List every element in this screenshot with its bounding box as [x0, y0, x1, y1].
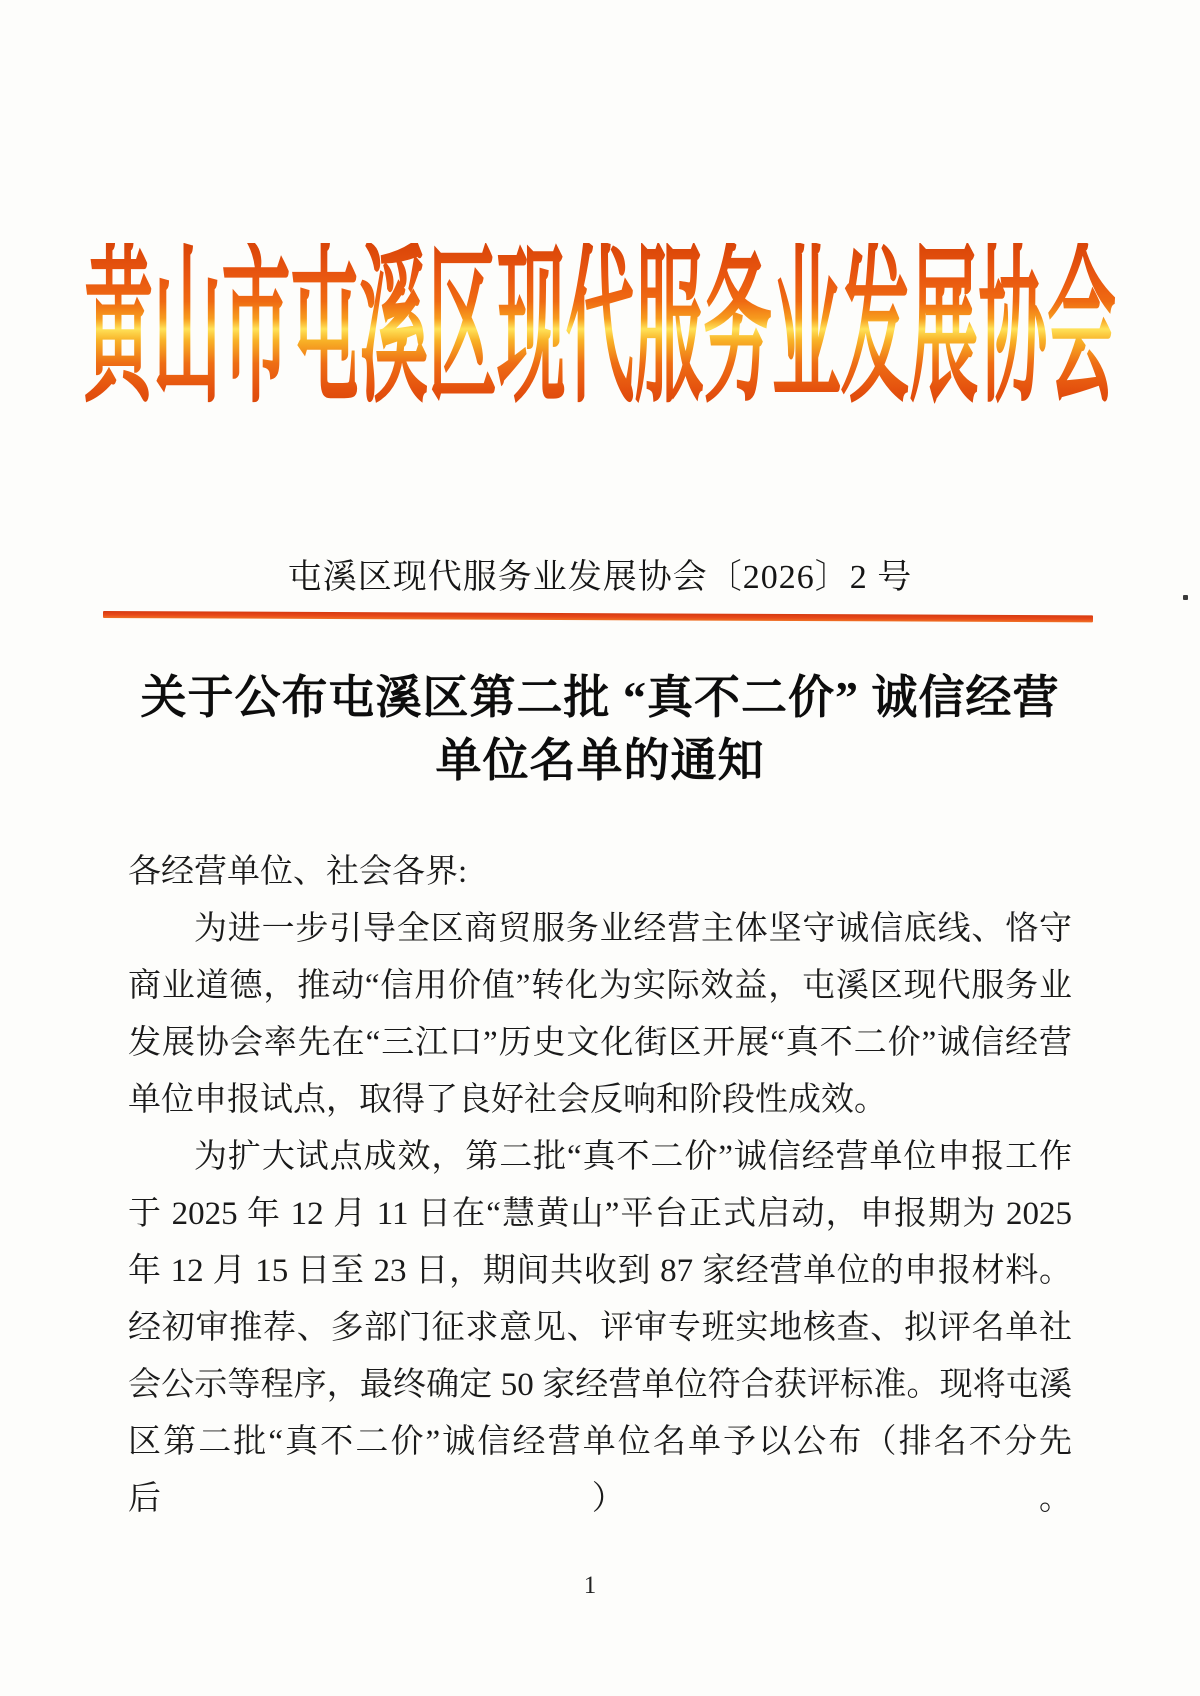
scan-speck	[1183, 595, 1188, 600]
body-line: 区第二批“真不二价”诚信经营单位名单予以公布（排名不分先后）。	[128, 1424, 1072, 1517]
body-line: 发展协会率先在“三江口”历史文化街区开展“真不二价”诚信经营	[128, 1025, 1072, 1061]
document-number: 屯溪区现代服务业发展协会〔2026〕2 号	[287, 559, 913, 596]
body-line: 年 12 月 15 日至 23 日，期间共收到 87 家经营单位的申报材料。	[128, 1253, 1072, 1289]
association-banner	[0, 234, 1200, 424]
body-line: 为扩大试点成效，第二批“真不二价”诚信经营单位申报工作	[194, 1139, 1072, 1175]
body-line: 为进一步引导全区商贸服务业经营主体坚守诚信底线、恪守	[194, 911, 1072, 947]
body-line: 于 2025 年 12 月 11 日在“慧黄山”平台正式启动，申报期为 2025	[128, 1196, 1072, 1232]
page-number: 1	[583, 1572, 597, 1599]
document-title	[0, 666, 1200, 792]
document-title-line1: 关于公布屯溪区第二批 “真不二价” 诚信经营	[140, 672, 1060, 723]
red-divider-rule	[103, 611, 1093, 622]
document-title-line2: 单位名单的通知	[435, 735, 765, 786]
body-line: 商业道德，推动“信用价值”转化为实际效益，屯溪区现代服务业	[128, 968, 1072, 1004]
body-line: 经初审推荐、多部门征求意见、评审专班实地核查、拟评名单社	[128, 1310, 1072, 1346]
body-text	[128, 844, 1072, 1517]
body-line: 各经营单位、社会各界:	[128, 854, 468, 890]
association-banner-text: 黄山市屯溪区现代服务业发展协会	[84, 234, 1116, 424]
body-line: 单位申报试点，取得了良好社会反响和阶段性成效。	[128, 1082, 887, 1118]
body-line: 会公示等程序，最终确定 50 家经营单位符合获评标准。现将屯溪	[128, 1367, 1072, 1403]
